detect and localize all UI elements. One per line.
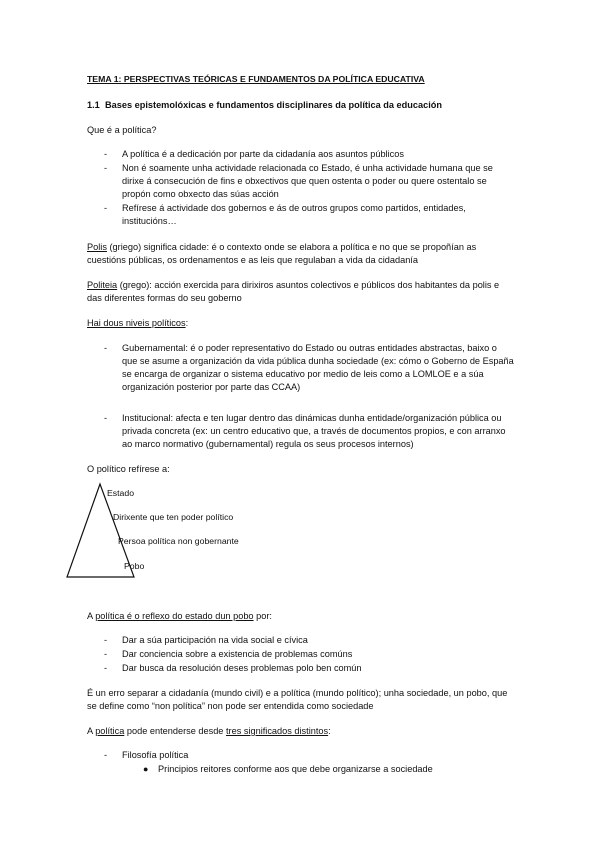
section-number: 1.1: [87, 100, 100, 110]
list-dash: -: [104, 649, 108, 659]
list-dash: -: [104, 149, 108, 159]
bullet-icon: ●: [143, 764, 149, 774]
levels-heading: Hai dous niveis políticos:: [87, 318, 189, 328]
polis-term: Polis: [87, 242, 107, 252]
reflex-underlined: política é o reflexo do estado dun pobo: [95, 611, 254, 621]
pyramid-label-pobo: Pobo: [124, 561, 145, 571]
politeia-paragraph-line: das diferentes formas do seu goberno: [87, 293, 242, 303]
question-heading: Que é a política?: [87, 125, 157, 135]
list-item-line: ao marco normativo (gubernamental) regula os seus procesos internos): [122, 439, 414, 449]
reflex-paragraph: A política é o reflexo do estado dun pobo por:: [87, 611, 272, 621]
politeia-text: (grego): acción exercida para dirixiros asuntos colectivos e públicos dos habitantes da polis e: [117, 280, 500, 290]
list-item: Dar a súa participación na vida social e cívica: [122, 635, 308, 645]
list-item-line: Institucional: afecta e ten lugar dentro das dinámicas dunha entidade/organización pública ou: [122, 413, 502, 423]
refers-to-heading: O político refírese a:: [87, 464, 170, 474]
pyramid-label-dirixente: Dirixente que ten poder político: [113, 512, 234, 522]
list-item-line: se encarga de organizar o sistema educativo por medio de leis como a LOMLOE e a súa: [122, 369, 484, 379]
list-item-line: Refírese á actividade dos gobernos e ás de outros grupos como partidos, entidades,: [122, 203, 466, 213]
list-item-line: privada concreta (ex: un centro educativo que, a través de documentos propios, e con arranxo: [122, 426, 506, 436]
politeia-term: Politeia: [87, 280, 118, 290]
list-item-line: Gubernamental: é o poder representativo do Estado ou outras entidades abstractas, baixo o: [122, 343, 497, 353]
sub-list-item: Principios reitores conforme aos que debe organizarse a sociedade: [158, 764, 433, 774]
list-item: Dar busca da resolución deses problemas polo ben común: [122, 663, 362, 673]
list-dash: -: [104, 413, 108, 423]
section-heading: Bases epistemolóxicas e fundamentos disciplinares da política da educación: [105, 100, 442, 110]
meanings-underlined: tres significados distintos: [225, 726, 329, 736]
list-item-line: que se asume a organización da vida pública dunha sociedade (ex: cómo o Goberno de España: [122, 356, 514, 366]
error-paragraph-line: se define como “non política” non pode ser entendida como sociedade: [87, 701, 374, 711]
list-dash: -: [104, 750, 108, 760]
meanings-term: política: [95, 726, 125, 736]
meanings-paragraph: A política pode entenderse desde tres significados distintos:: [87, 726, 331, 736]
pyramid-label-persoa: Persoa política non gobernante: [118, 536, 239, 546]
list-item: Filosofía política: [122, 750, 189, 760]
list-item-line: A política é a dedicación por parte da cidadanía aos asuntos públicos: [122, 149, 404, 159]
polis-text: (griego) significa cidade: é o contexto onde se elabora a política e no que se propoñían as: [106, 242, 477, 252]
list-dash: -: [104, 203, 108, 213]
list-item-line: organización posterior por parte das CCAA): [122, 382, 301, 392]
list-item-line: Non é soamente unha actividade relacionada co Estado, é unha actividade humana que se: [122, 163, 493, 173]
polis-paragraph-line: cuestións públicas, os ordenamentos e as leis que regulaban a vida da cidadanía: [87, 255, 418, 265]
list-dash: -: [104, 343, 108, 353]
list-dash: -: [104, 635, 108, 645]
pyramid-label-estado: Estado: [107, 488, 135, 498]
list-dash: -: [104, 163, 108, 173]
error-paragraph-line: É un erro separar a cidadanía (mundo civil) e a política (mundo político); unha sociedade, un pobo, que: [87, 688, 508, 698]
list-item-line: propón como obxecto das súas acción: [122, 189, 279, 199]
document-title: TEMA 1: PERSPECTIVAS TEÓRICAS E FUNDAMENTOS DA POLÍTICA EDUCATIVA: [87, 74, 425, 84]
list-item-line: institucións…: [122, 216, 177, 226]
list-item: Dar conciencia sobre a existencia de problemas comúns: [122, 649, 353, 659]
list-dash: -: [104, 663, 108, 673]
list-item-line: dirixe á consecución de fins e obxectivos que quen ostenta o poder ou quere ostentalo se: [122, 176, 487, 186]
